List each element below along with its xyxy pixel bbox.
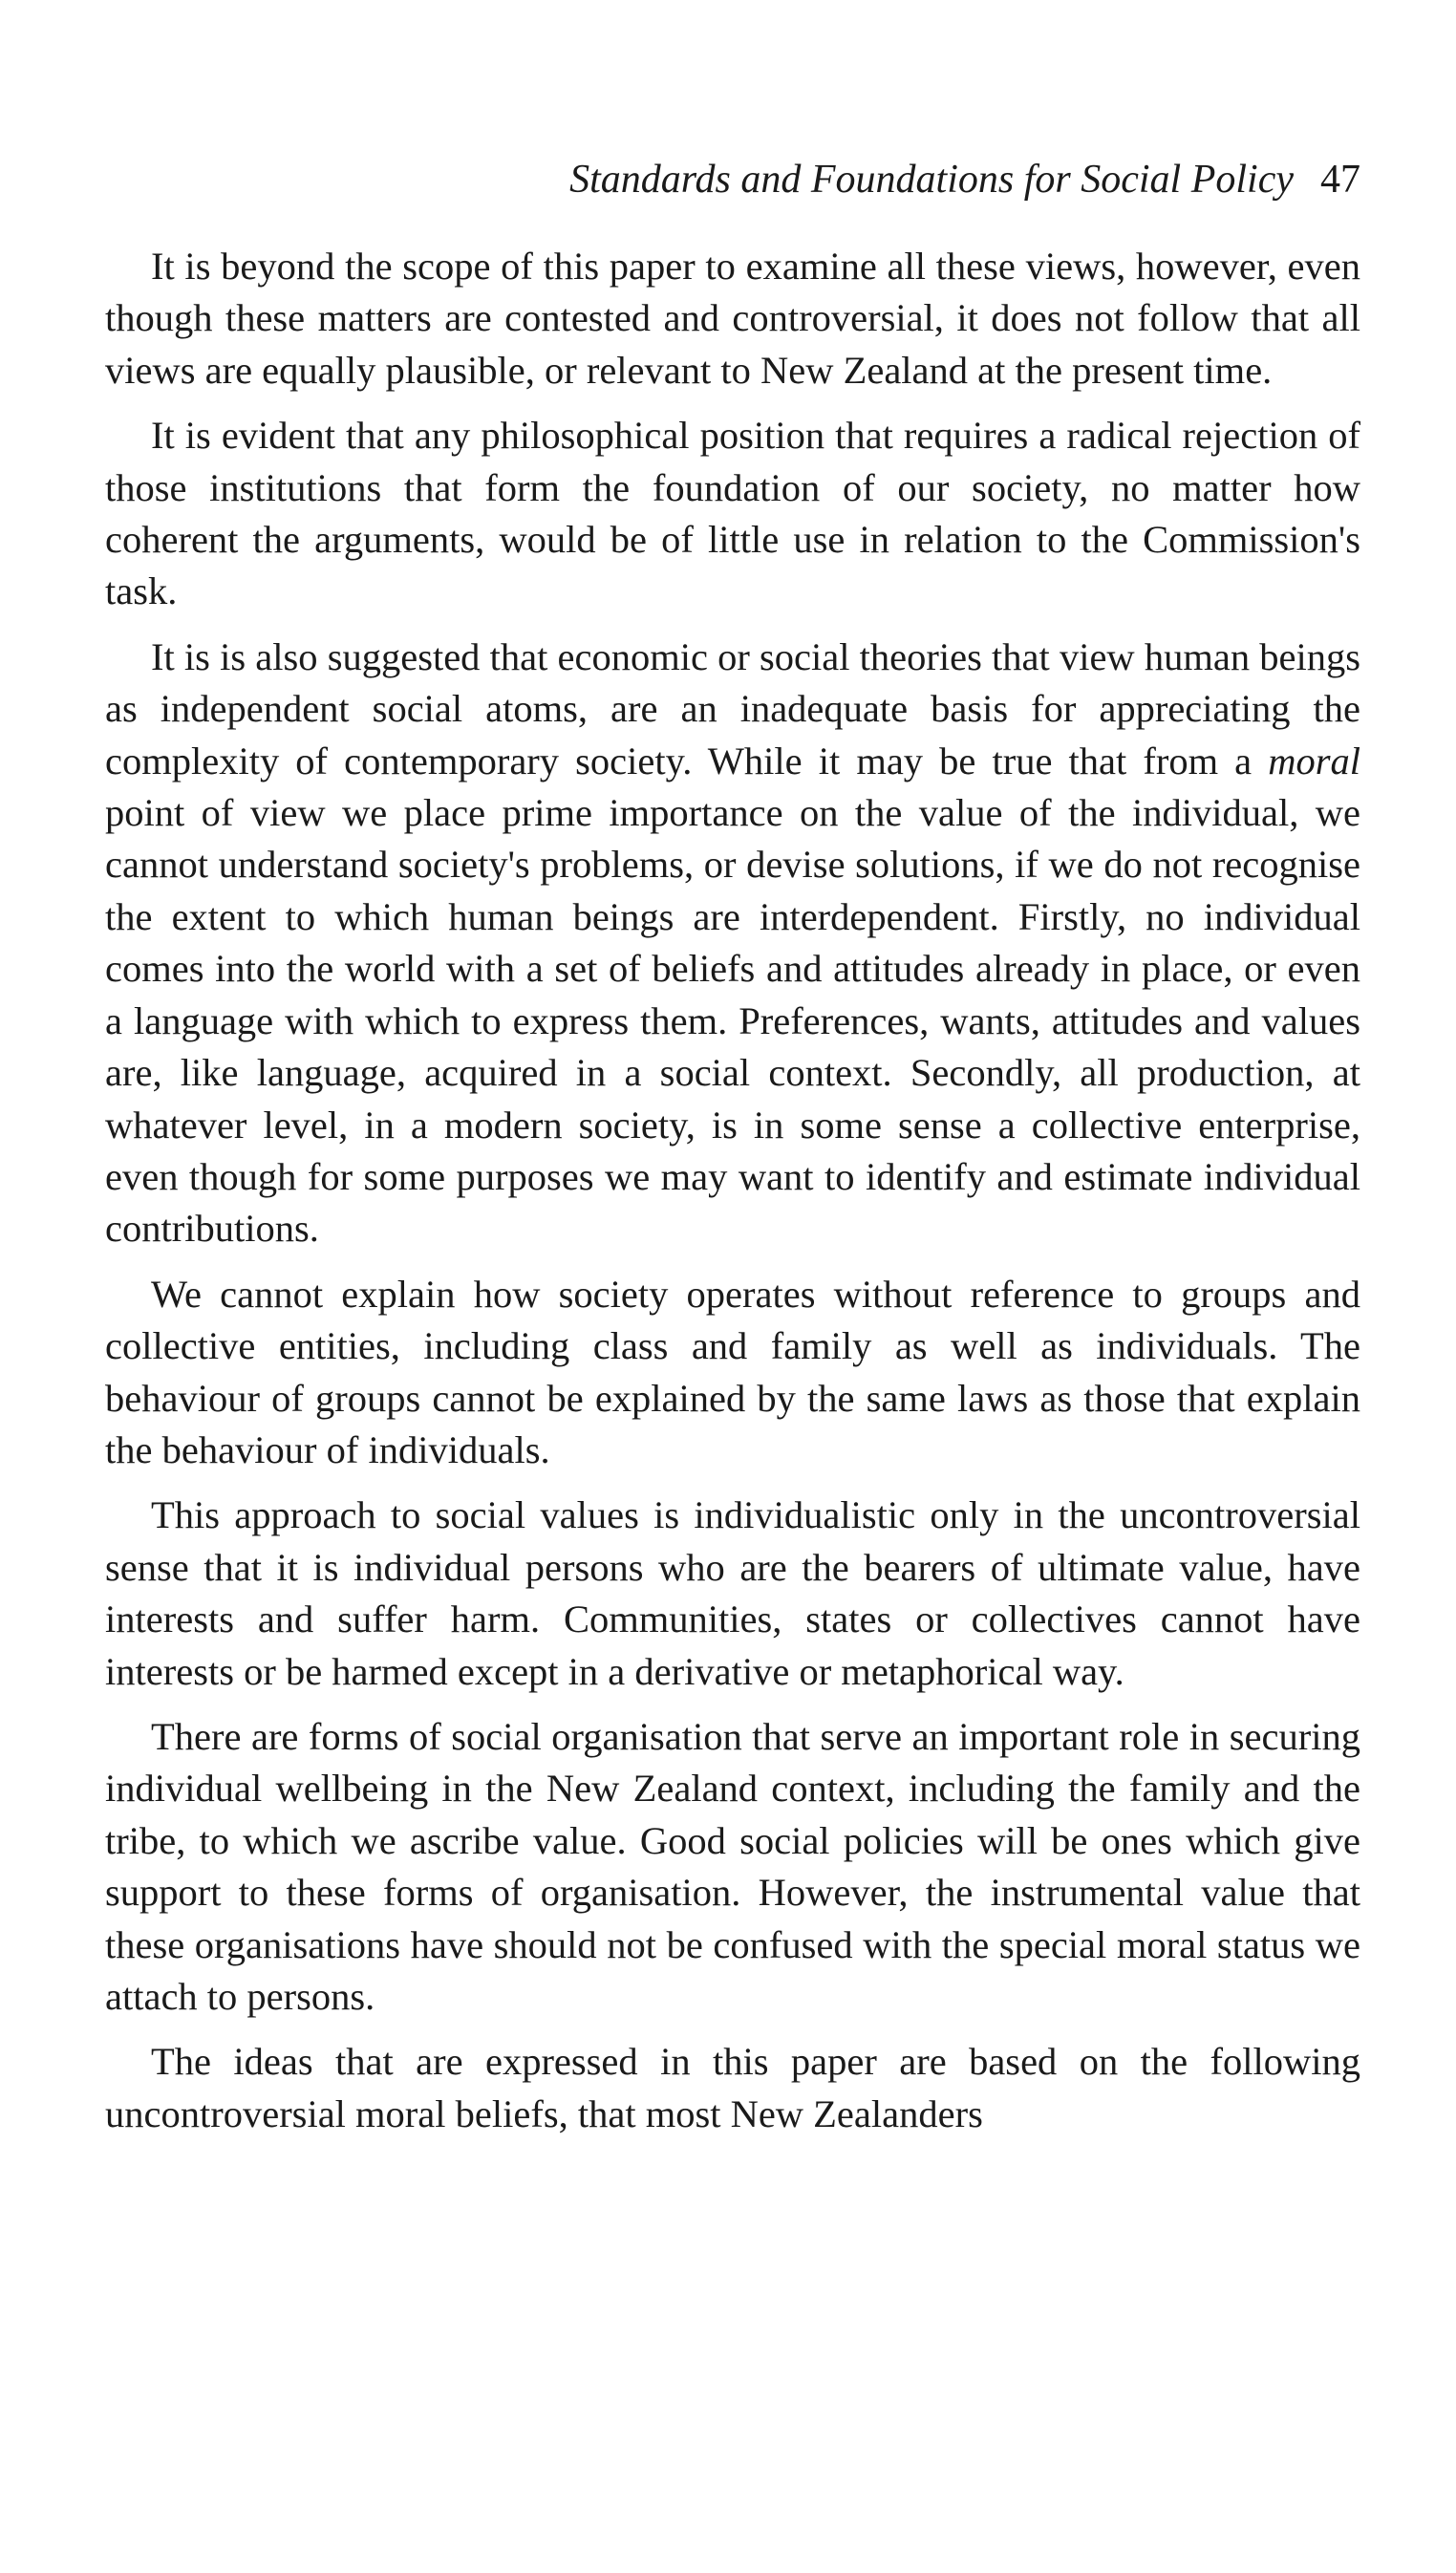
running-header [105,153,1360,206]
page-number: 47 [1320,158,1360,202]
paragraph-2: It is evident that any philosophical position that requires a radical rejection of those institutions that form the foundation of our society, no matter how coherent the arguments, would be of little use in relation to the Commission's task. [105,414,1360,613]
running-title: Standards and Foundations for Social Policy [569,158,1294,202]
body-text [105,241,1360,2154]
paragraph-1: It is beyond the scope of this paper to examine all these views, however, even though these matters are contested and controversial, it does not follow that all views are equally plausible, or relevant to New Zealand at the present time. [105,245,1360,392]
paragraph-6: There are forms of social organisation that serve an important role in securing individual wellbeing in the New Zealand context, including the family and the tribe, to which we ascribe value. Good social policies will be ones which give support to these forms of organisation. However, the instrumental value that these organisations have should not be confused with the special moral status we attach to persons. [105,1714,1360,2018]
paragraph-5: This approach to social values is individualistic only in the uncontroversial sense that it is individual persons who are the bearers of ultimate value, have interests and suffer harm. Communities, states or collectives cannot have interests or be harmed except in a derivative or metaphorical way. [105,1493,1360,1693]
paragraph-3 [105,632,1360,1255]
paragraph-7: The ideas that are expressed in this paper are based on the following uncontroversial moral beliefs, that most New Zealanders [105,2040,1360,2135]
paragraph-3-text-after: point of view we place prime importance on the value of the individual, we cannot understand society's problems, or devise solutions, if we do not recognise the extent to which human beings are interdependent. Firstly, no individual comes into the world with a set of beliefs and attitudes already in place, or even a language with which to express them. Preferences, wants, attitudes and values are, like language, acquired in a social context. Secondly, all production, at whatever level, in a modern society, is in some sense a collective enterprise, even though for some purposes we may want to identify and estimate individual contributions. [105,791,1360,1251]
paragraph-4: We cannot explain how society operates without reference to groups and collective entities, including class and family as well as individuals. The behaviour of groups cannot be explained by the same laws as those that explain the behaviour of individuals. [105,1272,1360,1471]
paragraph-3-emphasis: moral [1268,739,1360,783]
paragraph-3-text-before: It is is also suggested that economic or social theories that view human beings as independent social atoms, are an inadequate basis for appreciating the complexity of contemporary society. While it may be true that from a [105,634,1360,783]
